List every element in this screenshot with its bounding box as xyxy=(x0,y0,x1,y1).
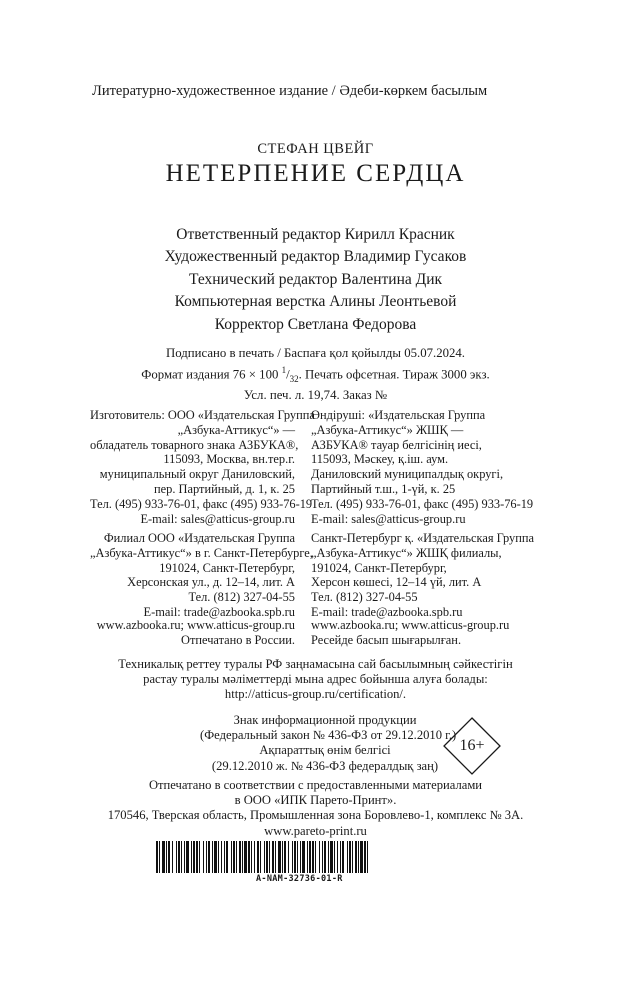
text-line: Тел. (495) 933-76-01, факс (495) 933-76-19 xyxy=(311,496,534,511)
author-name: СТЕФАН ЦВЕЙГ xyxy=(257,141,374,157)
printing-house-info xyxy=(0,778,631,839)
text-line: Изготовитель: ООО «Издательская Группа xyxy=(90,408,315,422)
editorial-staff xyxy=(0,224,631,336)
text-line: 191024, Санкт-Петербург, xyxy=(311,560,447,575)
text-line: Партийный т.ш., 1-үй, к. 25 xyxy=(311,481,456,496)
staff-line: Ответственный редактор Кирилл Красник xyxy=(176,226,455,243)
text-line: растау туралы мәліметтерді мына адрес бойынша алуға болады: xyxy=(143,672,488,687)
info-product-sign xyxy=(200,713,457,774)
text-line: Тел. (812) 327-04-55 xyxy=(188,590,295,605)
text-line: (29.12.2010 ж. № 436-ФЗ федералдық заң) xyxy=(211,758,439,773)
barcode xyxy=(156,841,370,878)
series-label: Литературно-художественное издание / Әдеби-көркем басылым xyxy=(92,83,488,99)
text-line: 115093, Мәскеу, қ.іш. аум. xyxy=(311,452,449,467)
text-line: Тел. (812) 327-04-55 xyxy=(311,590,418,605)
text-line: Знак информационной продукции xyxy=(233,713,417,727)
text-line: Херсонская ул., д. 12–14, лит. А xyxy=(127,575,295,590)
staff-line: Компьютерная верстка Алины Леонтьевой xyxy=(174,293,457,311)
text-line: АЗБУКА® тауар белгісінің иесі, xyxy=(311,437,482,452)
tech-regulation-note xyxy=(0,657,631,703)
age-rating-badge xyxy=(442,716,502,776)
web-kz xyxy=(311,618,551,648)
text-line: Даниловский муниципалдық округі, xyxy=(311,467,504,482)
text-line: www.azbooka.ru; www.atticus-group.ru xyxy=(96,618,295,632)
age-rating-text: 16+ xyxy=(459,737,485,754)
text-line: Филиал ООО «Издательская Группа xyxy=(103,531,295,545)
text-line: в ООО «ИПК Парето-Принт». xyxy=(234,793,397,808)
manufacturer-ru xyxy=(90,408,315,526)
manufacturer-kz xyxy=(311,408,551,526)
text-line: http://atticus-group.ru/certification/. xyxy=(224,687,407,702)
text-line: Техникалық реттеу туралы РФ заңнамасына сай басылымның сәйкестігін xyxy=(118,657,513,671)
text-line: муниципальный округ Даниловский, xyxy=(99,467,295,482)
text-line: (Федеральный закон № 436-ФЗ от 29.12.2010 г.) xyxy=(200,728,457,743)
text-line: Отпечатано в соответствии с предоставленными материалами xyxy=(148,778,483,792)
text-line: www.azbooka.ru; www.atticus-group.ru xyxy=(311,618,510,632)
print-signed-line: Подписано в печать / Баспаға қол қойылды 05.07.2024. xyxy=(166,346,465,360)
staff-line: Корректор Светлана Федорова xyxy=(214,315,417,333)
text-line: Тел. (495) 933-76-01, факс (495) 933-76-19 xyxy=(90,496,313,511)
text-line: Отпечатано в России. xyxy=(181,632,295,647)
text-line: Херсон көшесі, 12–14 үй, лит. А xyxy=(311,575,482,590)
staff-line: Технический редактор Валентина Дик xyxy=(188,270,443,288)
branch-kz xyxy=(311,531,551,620)
text-line: www.pareto-print.ru xyxy=(264,823,367,838)
text-line: Ақпараттық өнім белгісі xyxy=(259,743,391,758)
branch-ru xyxy=(90,531,313,620)
text-line: Санкт-Петербург қ. «Издательская Группа xyxy=(311,531,535,545)
print-order-line: Усл. печ. л. 19,74. Заказ № xyxy=(243,387,388,402)
text-line: „Азбука-Аттикус“» ЖШҚ филиалы, xyxy=(311,545,502,560)
barcode-icon xyxy=(156,841,370,873)
text-line: Ресейде басып шығарылған. xyxy=(311,632,462,647)
text-line: „Азбука-Аттикус“» в г. Санкт-Петербурге, xyxy=(90,545,313,560)
text-line: пер. Партийный, д. 1, к. 25 xyxy=(154,481,295,496)
text-line: E-mail: sales@atticus-group.ru xyxy=(311,511,466,526)
text-line: E-mail: sales@atticus-group.ru xyxy=(140,511,295,526)
staff-line: Художественный редактор Владимир Гусаков xyxy=(164,248,467,266)
print-format-line: Формат издания 76 × 100 $^1/_{32}$. Печать офсетная. Тираж 3000 экз. xyxy=(141,364,490,384)
text-line: Өндіруші: «Издательская Группа xyxy=(311,408,486,422)
text-line: „Азбука-Аттикус“» ЖШҚ — xyxy=(311,422,464,437)
text-line: обладатель товарного знака АЗБУКА®, xyxy=(90,437,299,452)
barcode-caption: A-NAM-32736-01-R xyxy=(256,874,343,884)
web-ru xyxy=(90,618,295,648)
text-line: 170546, Тверская область, Промышленная зона Боровлево-1, комплекс № 3А. xyxy=(107,808,524,823)
text-line: E-mail: trade@azbooka.spb.ru xyxy=(143,604,295,619)
text-line: E-mail: trade@azbooka.spb.ru xyxy=(311,604,463,619)
text-line: 191024, Санкт-Петербург, xyxy=(159,560,295,575)
print-info xyxy=(0,345,631,403)
text-line: „Азбука-Аттикус“» — xyxy=(177,422,295,437)
text-line: 115093, Москва, вн.тер.г. xyxy=(163,452,295,467)
book-title: НЕТЕРПЕНИЕ СЕРДЦА xyxy=(165,160,466,187)
